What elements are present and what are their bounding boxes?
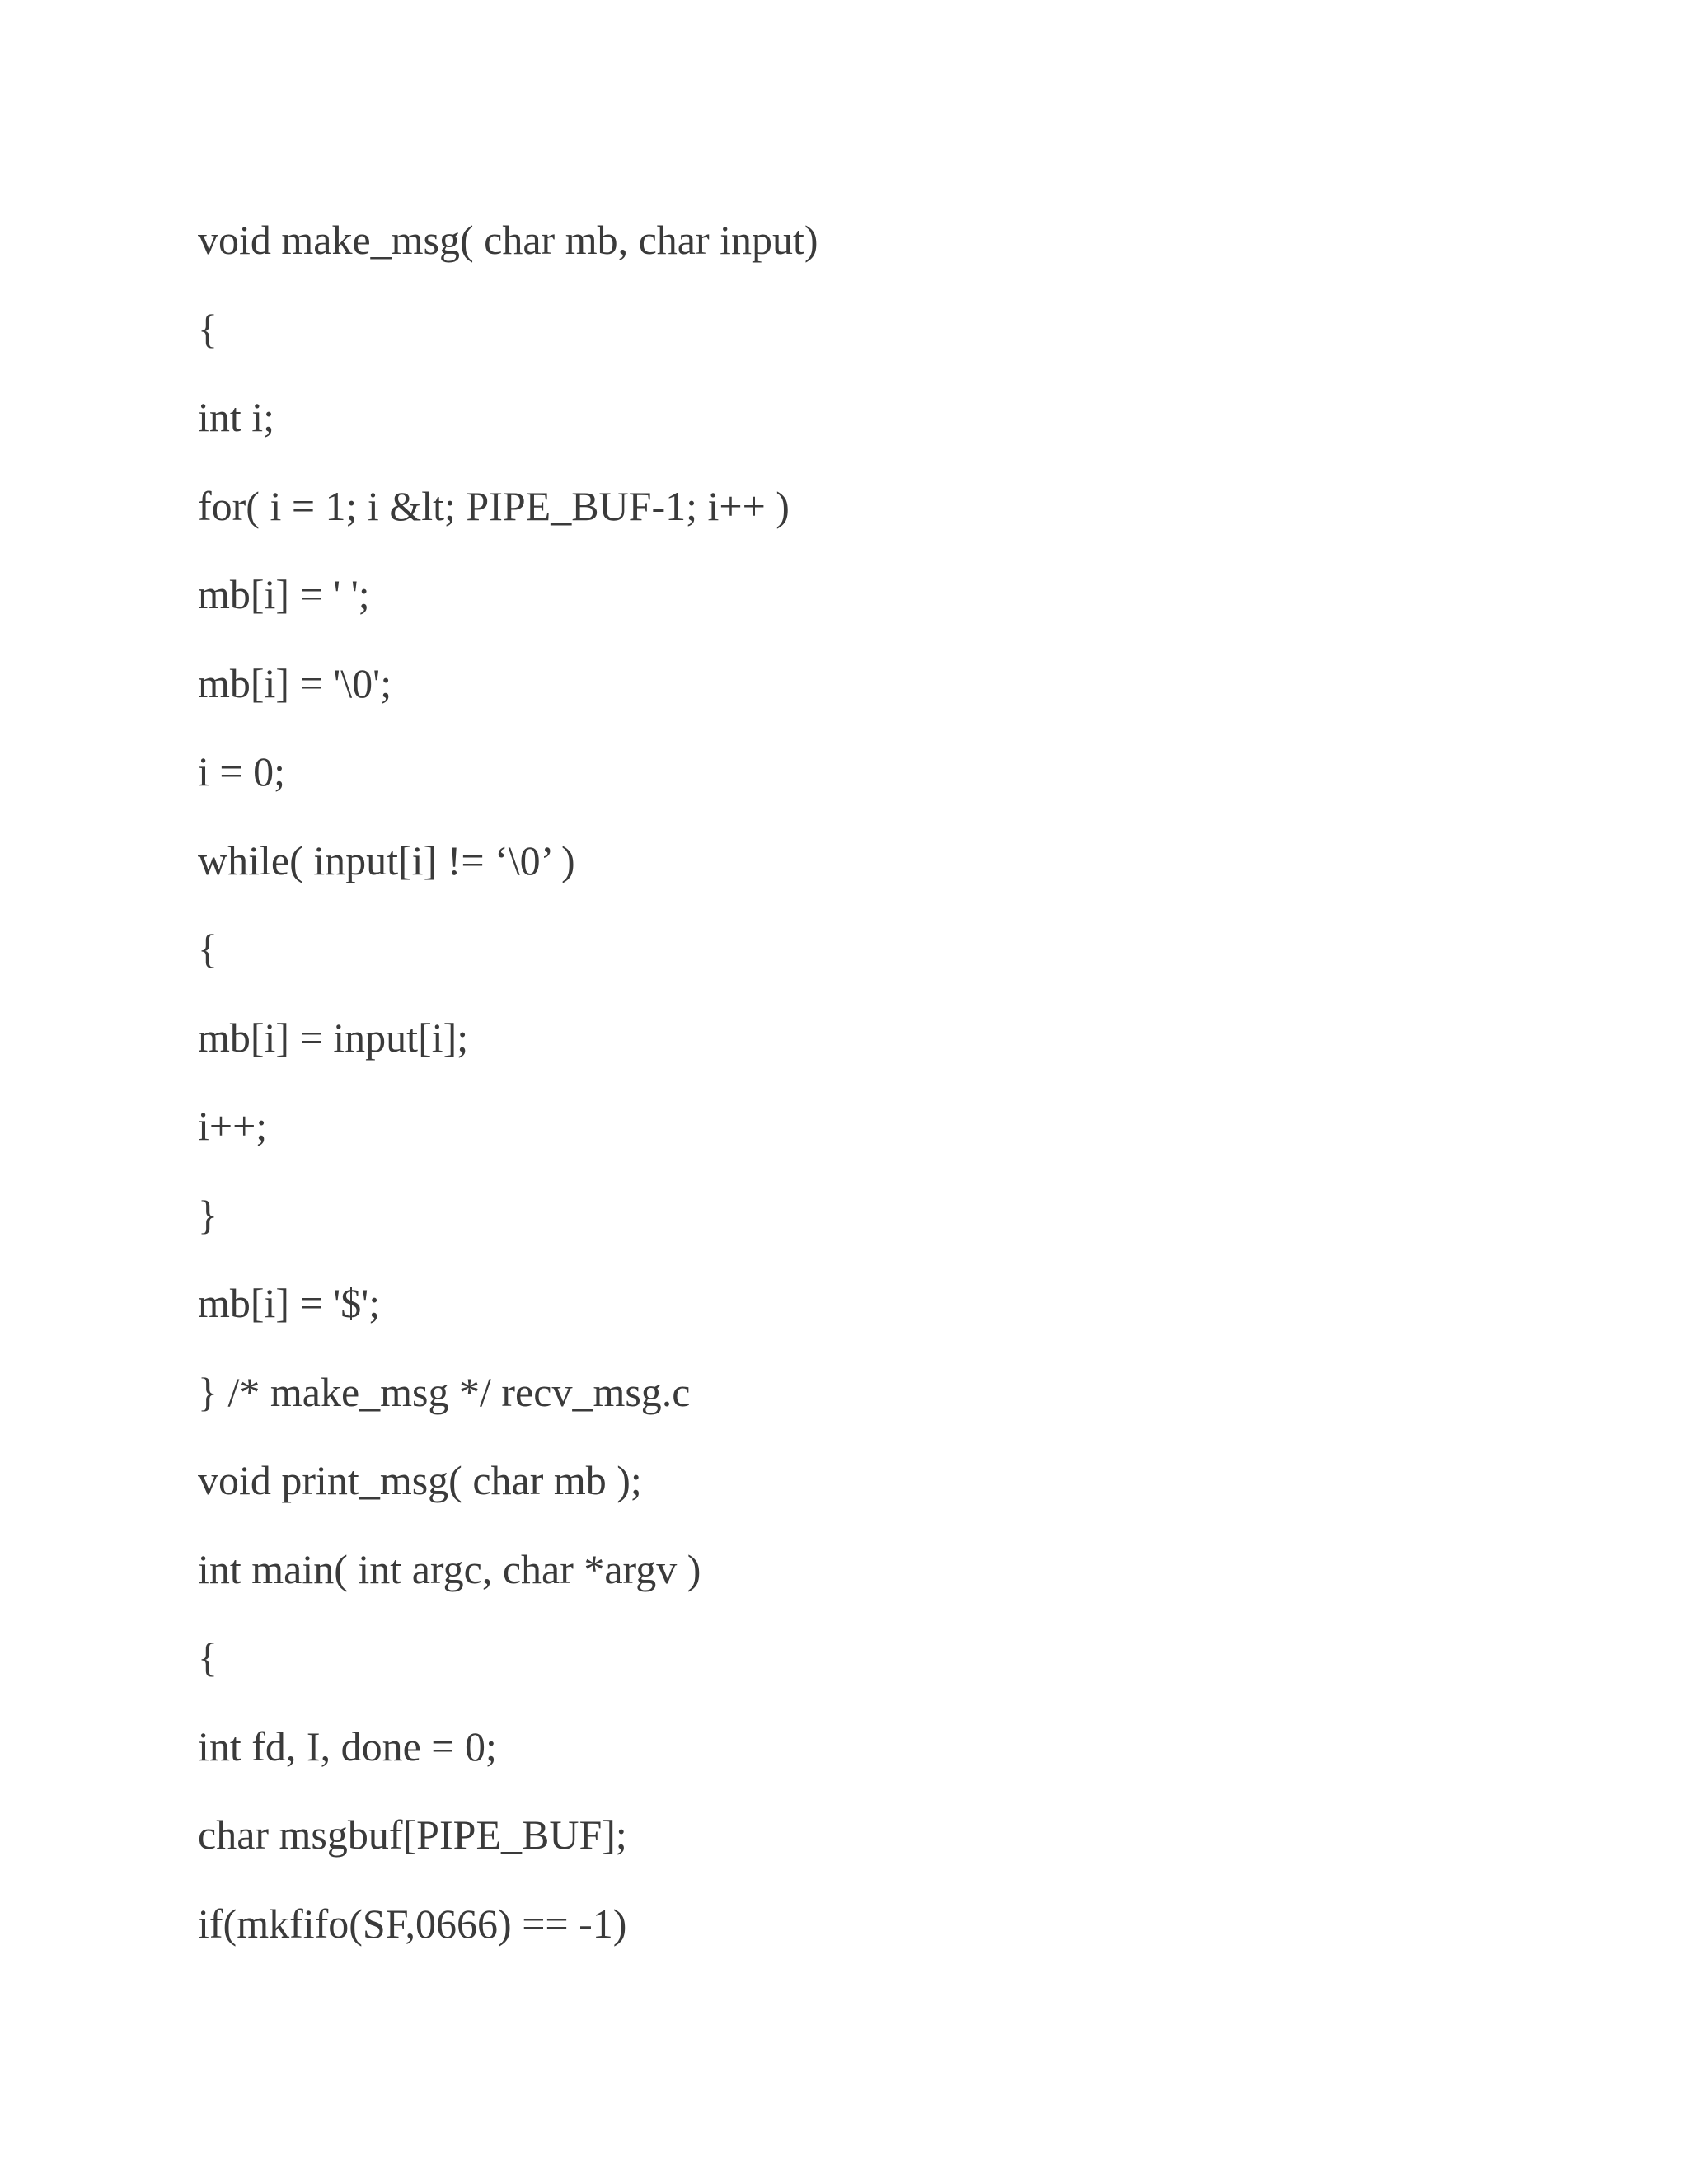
code-line: int fd, I, done = 0;: [198, 1722, 497, 1769]
code-line: void make_msg( char mb, char input): [198, 217, 818, 263]
code-line: } /* make_msg */ recv_msg.c: [198, 1368, 691, 1415]
code-line: mb[i] = '$';: [198, 1280, 381, 1326]
code-line: void print_msg( char mb );: [198, 1457, 642, 1503]
code-line: while( input[i] != ‘\0’ ): [198, 837, 575, 883]
code-line: int i;: [198, 394, 275, 440]
code-line: i++;: [198, 1103, 268, 1149]
code-line: {: [198, 926, 218, 972]
code-line: mb[i] = input[i];: [198, 1014, 469, 1061]
code-line: char msgbuf[PIPE_BUF];: [198, 1811, 627, 1858]
code-line: if(mkfifo(SF,0666) == -1): [198, 1900, 627, 1947]
code-line: }: [198, 1191, 218, 1238]
code-line: {: [198, 1634, 218, 1680]
code-line: int main( int argc, char *argv ): [198, 1545, 701, 1592]
code-line: for( i = 1; i &lt; PIPE_BUF-1; i++ ): [198, 482, 790, 529]
code-line: {: [198, 305, 218, 352]
code-lines: [198, 196, 1599, 1968]
code-line: mb[i] = '\0';: [198, 659, 392, 706]
code-line: i = 0;: [198, 748, 285, 794]
code-line: mb[i] = ' ';: [198, 571, 370, 617]
